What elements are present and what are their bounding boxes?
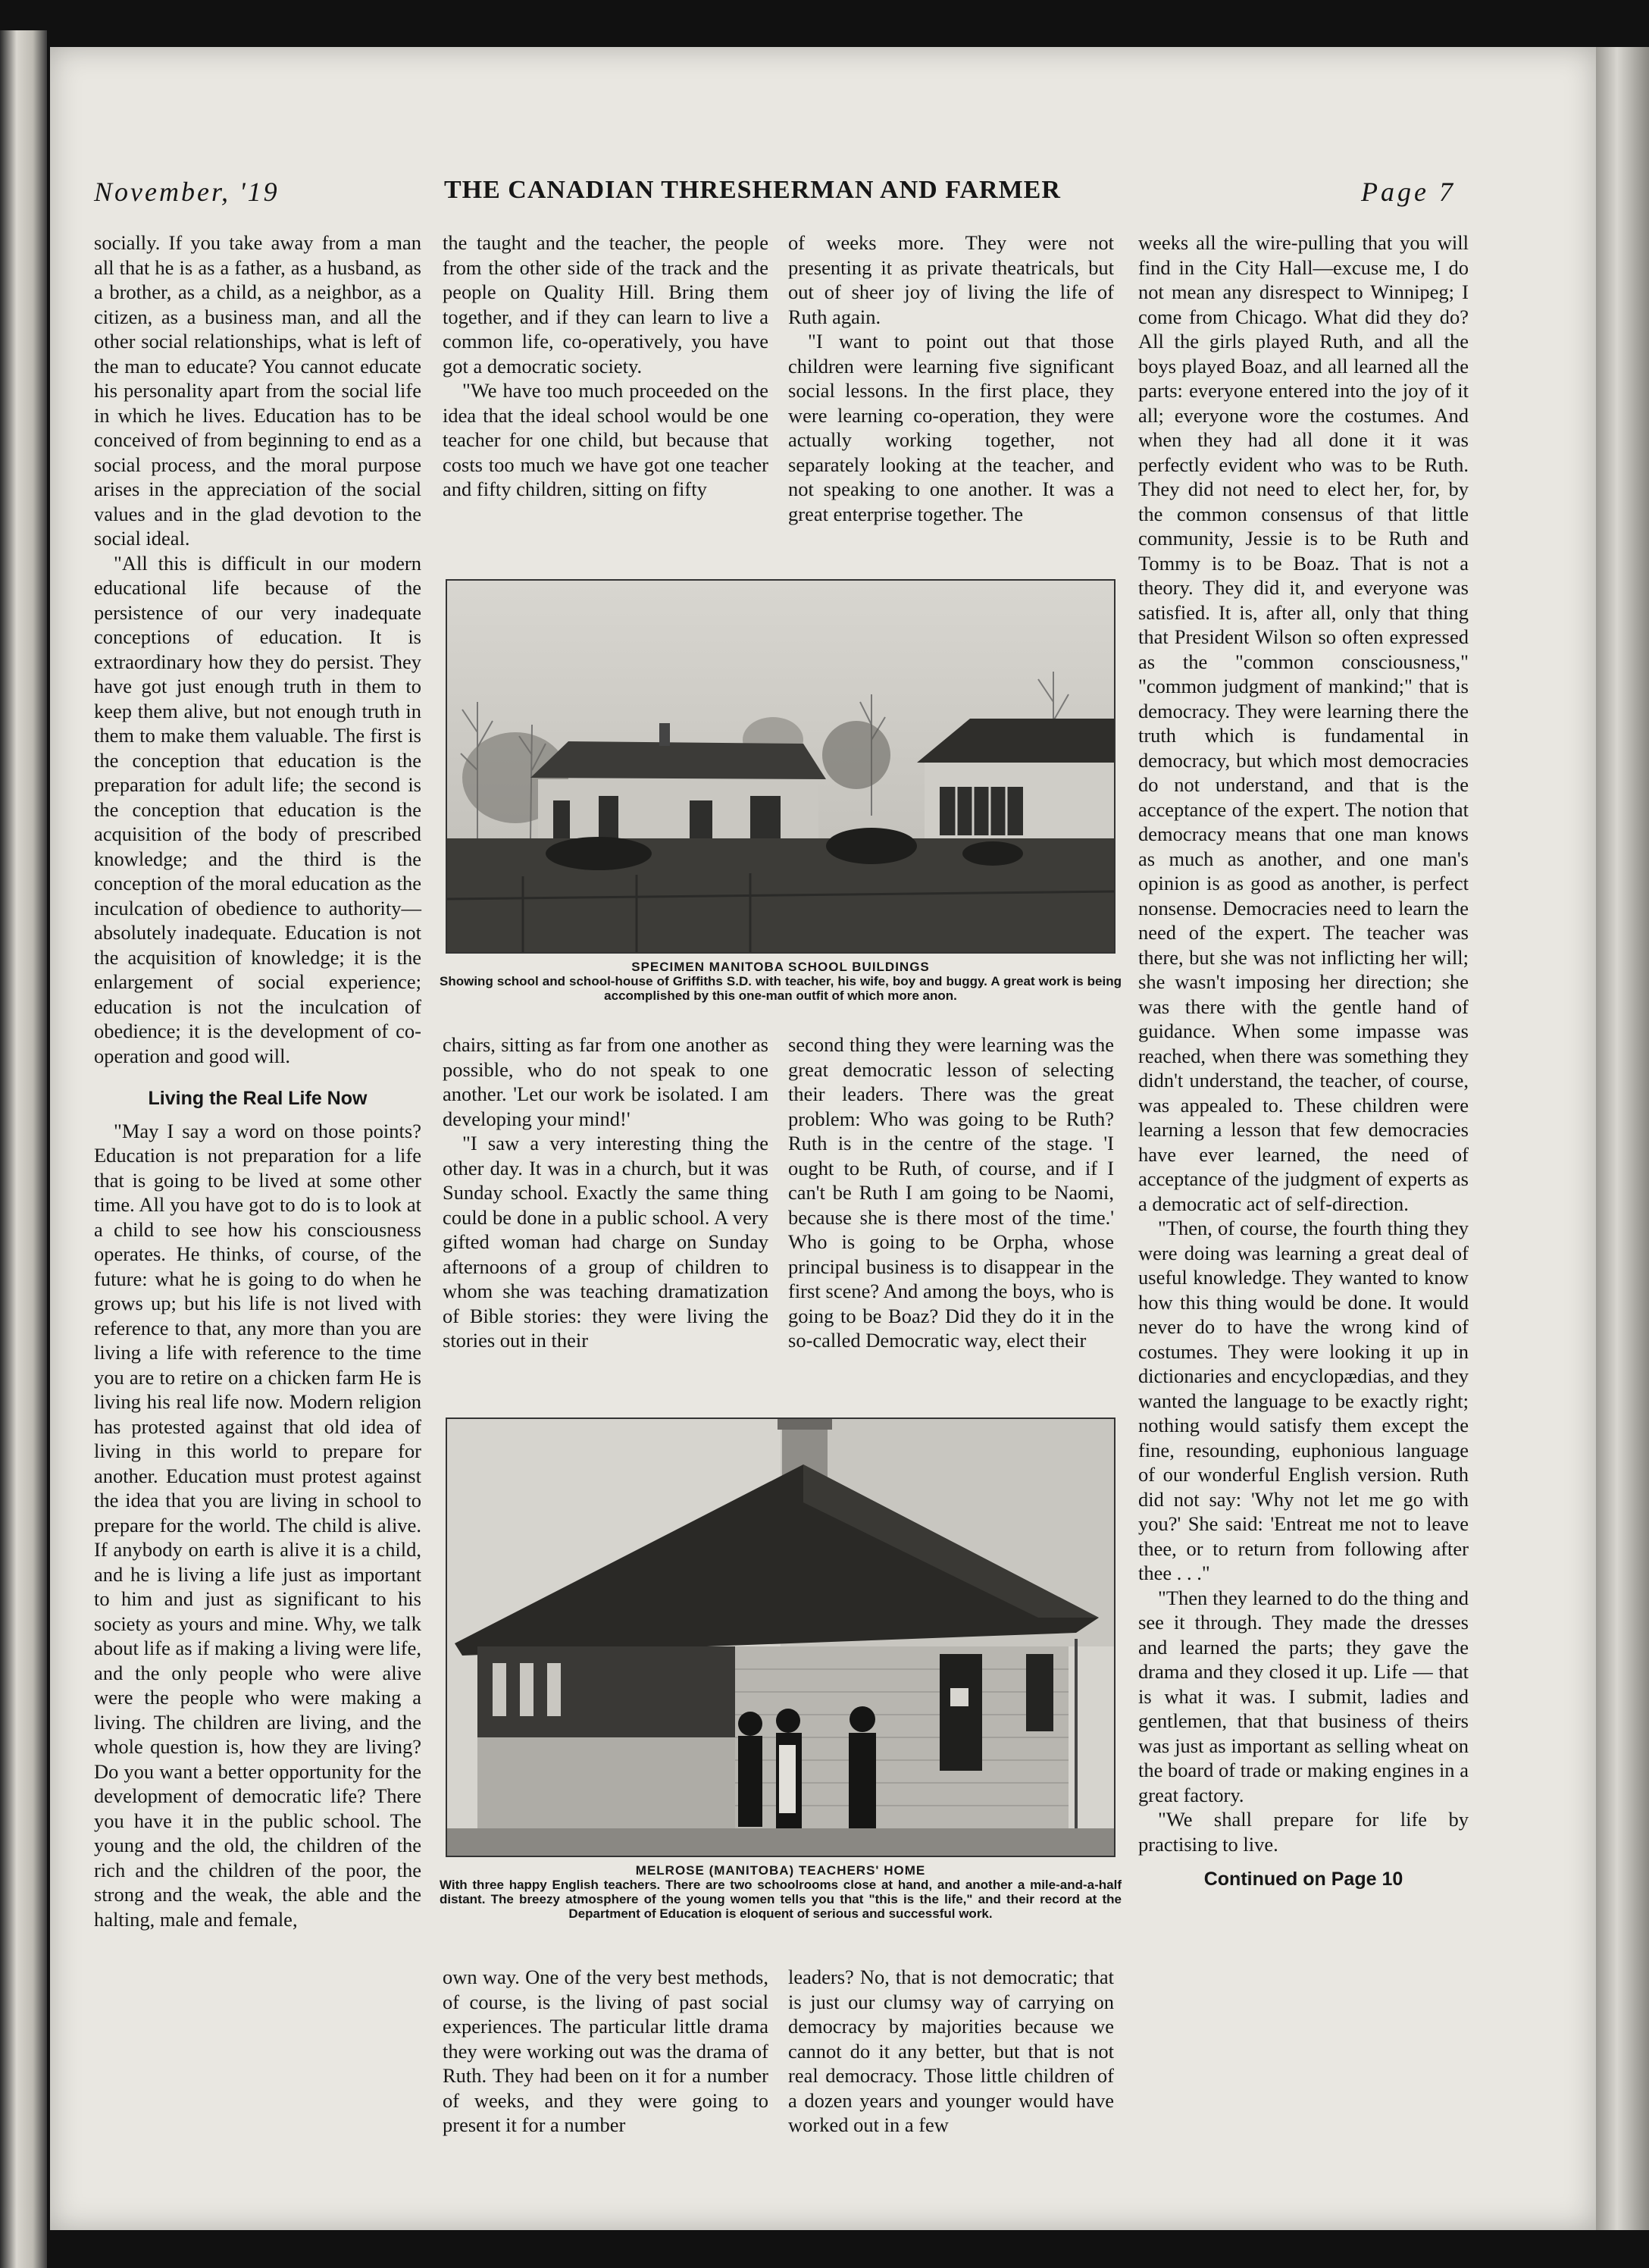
column-2-top <box>443 230 768 502</box>
column-2-middle <box>443 1032 768 1353</box>
school-buildings-illustration <box>447 581 1114 952</box>
left-page-edge <box>0 30 47 2268</box>
paragraph: "Then, of course, the fourth thing they were doing was learning a great deal of useful knowledge. They wanted to know how this thing would be done. It would never do to have the wrong kind of costumes. They were looking it up in dictionaries and encyclopædias, and they wanted the language to be exactly right; nothing would satisfy them except the fine, resounding, euphonious language of our wonderful English version. Ruth did not say: 'Why not let me go with you?' She said: 'Entreat me not to leave thee, or to return from following after thee . . ." <box>1138 1217 1469 1584</box>
column-3-middle <box>788 1032 1114 1353</box>
column-1 <box>94 230 421 1931</box>
column-3-bottom <box>788 1965 1114 2138</box>
paragraph: second thing they were learning was the great democratic lesson of selecting their leaders. There was the great problem: Who was going to be Ruth? Ruth is in the centre of the stage. 'I ought to be Ruth, of course, and if I can't be Ruth I am going to be Naomi, because she is there most of the time.' Who is going to be Orpha, whose principal business is to disappear in the first scene? And among the boys, who is going to be Boaz? Did they do it in the so-called Democratic way, elect their <box>788 1033 1114 1352</box>
paragraph: "May I say a word on those points? Education is not preparation for a life that is going to be lived at some other time. All you have got to do is to look at a child to see how his consciousness operates. He thinks, of course, of the future: what he is going to do when he grows up; but his life is not lived with reference to that, any more than you are living a life with reference to the time you are to retire on a chicken farm He is living his real life now. Modern religion has protested against that old idea of living in this world to prepare for another. Education must protest against the idea that you are living in school to prepare for the world. The child is alive. If anybody on earth is alive it is a child, and he is living a life just as important to him and just as significant to his society as yours and mine. Why, we talk about life as if making a living were life, and the only people who were alive were the people who were making a living. The children are living, and the whole question is, how they are living? Do you want a better opportunity for the development of democratic life? There you have it in the public school. The young and the old, the children of the rich and the children of the poor, the strong and the weak, the able and the halting, male and female, <box>94 1119 421 1931</box>
photo-school-buildings <box>446 579 1116 954</box>
caption-title: MELROSE (MANITOBA) TEACHERS' HOME <box>635 1863 926 1878</box>
continued-notice: Continued on Page 10 <box>1203 1869 1403 1890</box>
paragraph: of weeks more. They were not presenting it as private theatricals, but out of sheer joy of living the life of Ruth again. <box>788 231 1114 328</box>
column-3-top <box>788 230 1114 526</box>
paragraph: the taught and the teacher, the people from the other side of the track and the people on Quality Hill. Bring them together, and if they can learn to live a common life, co-operatively, you have got a democratic society. <box>443 231 768 377</box>
teachers-home-illustration <box>447 1419 1114 1856</box>
caption-text: Showing school and school-house of Griffiths S.D. with teacher, his wife, boy and buggy. A great work is being accomplished by this one-man outfit of which more anon. <box>440 974 1122 1003</box>
paragraph: weeks all the wire-pulling that you will find in the City Hall—excuse me, I do not mean any disrespect to Winnipeg; I come from Chicago. What did they do? All the girls played Ruth, and all the boys played Boaz, and all learned all the parts: everyone entered into the joy of it all; everyone wore the costumes. And when they had all done it it was perfectly evident who was to be Ruth. They did not need to elect her, for, by the common consensus of that little community, Jessie is to be Ruth and Tommy is to be Boaz. That is not a theory. They did it, and everyone was satisfied. It is, after all, only that thing that President Wilson so often expressed as the "common consciousness," "common judgment of mankind;" that is democracy. They were learning there the truth which is fundamental in democracy, but which most democracies do not understand, and that is the acceptance of the expert. The notion that democracy means that one man knows as much as another, and one man's opinion is as good as another, is perfect nonsense. Democracies need to learn the need of the expert. The teacher was there, but she was not inflicting her will; she wasn't imposing her direction; she was there with the gentle hand of guidance. When some impasse was reached, when there was something they didn't understand, the teacher, of course, was appealed to. These children were learning a lesson that few democracies have ever learned, the need of acceptance of the judgment of experts as a democratic act of self-direction. <box>1138 231 1469 1215</box>
paragraph: chairs, sitting as far from one another as possible, who do not speak to one another. 'Let our work be isolated. I am developing your mind!' <box>443 1033 768 1130</box>
paragraph: "I want to point out that those children were learning five significant social lessons. In the first place, they were learning co-operation, they were actually working together, not separately looking at the teacher, and not speaking to one another. It was a great enterprise together. The <box>788 330 1114 525</box>
paragraph: "Then they learned to do the thing and see it through. They made the dresses and learned the parts; they gave the drama and they closed it up. Life — that is what it was. I submit, ladies and gentlemen, that that business of theirs was just as important as selling wheat on the board of trade or making engines in a great factory. <box>1138 1586 1469 1806</box>
section-subheading: Living the Real Life Now <box>148 1088 368 1109</box>
column-4 <box>1138 230 1469 1892</box>
caption-text: With three happy English teachers. There are two schoolrooms close at hand, and another a mile-and-a-half distant. The breezy atmosphere of the young women tells you that "this is the life," and their record at the Department of Education is eloquent of serious and successful work. <box>440 1878 1122 1921</box>
paragraph: own way. One of the very best methods, of course, is the living of past social experiences. The particular little drama they were working out was the drama of Ruth. They had been on it for a number of weeks, and they were going to present it for a number <box>443 1966 768 2136</box>
paragraph: socially. If you take away from a man all that he is as a father, as a husband, as a brother, as a child, as a neighbor, as a citizen, as a business man, and all the other social relationships, what is left of the man to educate? You cannot educate his personality apart from the social life in which he lives. Education has to be conceived of from beginning to end as a social process, and the moral purpose arises in the appreciation of the social values and in the glad devotion to the social ideal. <box>94 231 421 550</box>
right-page-edge <box>1596 47 1649 2230</box>
paragraph: leaders? No, that is not democratic; that is just our clumsy way of carrying on democracy by majorities because we cannot do it any better, but that is not real democracy. Those little children of a dozen years and younger would have worked out in a few <box>788 1966 1114 2136</box>
paragraph: "We have too much proceeded on the idea that the ideal school would be one teacher for one child, but because that costs too much we have got one teacher and fifty children, sitting on fifty <box>443 379 768 500</box>
photo-caption-school-buildings <box>440 960 1122 1003</box>
caption-title: SPECIMEN MANITOBA SCHOOL BUILDINGS <box>631 960 930 974</box>
header-date: November, '19 <box>94 177 280 207</box>
photo-teachers-home <box>446 1418 1116 1857</box>
column-2-bottom <box>443 1965 768 2138</box>
photo-caption-teachers-home <box>440 1863 1122 1921</box>
header-page-number: Page 7 <box>1361 177 1456 207</box>
paragraph: "We shall prepare for life by practising to live. <box>1138 1808 1469 1856</box>
paragraph: "All this is difficult in our modern educational life because of the persistence of our very inadequate conceptions of education. It is extraordinary how they do persist. They have got just enough truth in them to keep them alive, but not enough truth in them to make them valuable. The first is the conception that education is the preparation for adult life; the second is the conception that education is the acquisition of the body of prescribed knowledge; and the third is the conception of the moral education as the inculcation of obedience to authority—absolutely inadequate. Education is not the acquisition of knowledge; it is the enlargement of social experience; education is not the inculcation of obedience; it is the development of co-operation and good will. <box>94 551 421 1067</box>
paragraph: "I saw a very interesting thing the other day. It was in a church, but it was Sunday school. Exactly the same thing could be done in a public school. A very gifted woman had charge on Sunday afternoons of a group of children to whom she was teaching dramatization of Bible stories: they were living the stories out in their <box>443 1132 768 1352</box>
header-title: THE CANADIAN THRESHERMAN AND FARMER <box>444 176 1061 204</box>
